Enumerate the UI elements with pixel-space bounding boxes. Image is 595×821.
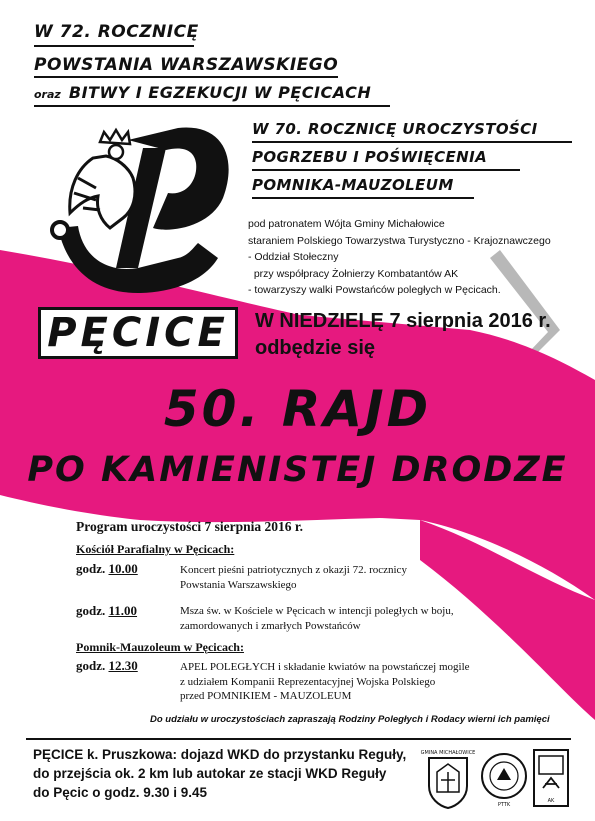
venue-monument: Pomnik-Mauzoleum w Pęcicach:: [76, 640, 244, 654]
footer-divider: [26, 738, 571, 740]
header-line-5: POGRZEBU I POŚWIĘCENIA: [252, 148, 488, 166]
time-value: 10.00: [108, 561, 138, 576]
time-prefix: godz.: [76, 658, 106, 673]
desc-line: Powstania Warszawskiego: [180, 578, 297, 591]
pecice-logo: [38, 307, 238, 359]
header-line-3-prefix: oraz: [34, 88, 61, 101]
time-prefix: godz.: [76, 561, 106, 576]
program-time-2: [76, 603, 137, 619]
program-time-3: [76, 658, 138, 674]
patronage-line: - towarzyszy walki Powstańców poległych w Pęcicach.: [248, 284, 501, 296]
patronage-line: - Oddział Stołeczny: [248, 251, 339, 263]
desc-line: zamordowanych i zmarłych Powstańców: [180, 619, 361, 632]
desc-line: z udziałem Kompanii Reprezentacyjnej Wojska Polskiego: [180, 675, 436, 688]
header-line-1: W 72. ROCZNICĘ: [34, 22, 199, 42]
directions: [33, 745, 406, 802]
header-line-6: POMNIKA-MAUZOLEUM: [252, 176, 454, 194]
program-desc-2: [180, 604, 454, 633]
directions-line: do Pęcic o godz. 9.30 i 9.45: [33, 785, 208, 800]
directions-line: do przejścia ok. 2 km lub autokar ze stacji WKD Reguły: [33, 766, 387, 781]
program-desc-3: [180, 660, 470, 704]
event-title: 50. RAJD: [163, 380, 432, 438]
header-underline-5: [252, 169, 520, 171]
desc-line: Koncert pieśni patriotycznych z okazji 72. rocznicy: [180, 564, 407, 576]
event-subtitle: PO KAMIENISTEJ DRODZE: [27, 450, 568, 490]
invitation-note: Do udziału w uroczystościach zapraszają Rodziny Poległych i Rodacy wierni ich pamięci: [150, 714, 550, 725]
patronage-line: pod patronatem Wójta Gminy Michałowice: [248, 218, 445, 230]
program-time-1: [76, 561, 138, 577]
patronage-line: staraniem Polskiego Towarzystwa Turystyczno - Krajoznawczego: [248, 234, 551, 247]
header-underline-1: [34, 45, 194, 47]
eagle-anchor-emblem-icon: [38, 118, 238, 308]
header-line-3: [34, 83, 371, 102]
header-underline-6: [252, 197, 474, 199]
header-underline-4: [252, 141, 572, 143]
program-desc-1: [180, 563, 407, 592]
pecice-logo-text: PĘCICE: [47, 310, 229, 356]
logo3-caption: AK: [547, 798, 555, 804]
directions-line: PĘCICE k. Pruszkowa: dojazd WKD do przystanku Reguły,: [33, 747, 407, 762]
pttk-badge-icon: [479, 748, 529, 808]
logo2-caption: PTTK: [497, 802, 511, 808]
event-date: W NIEDZIELĘ 7 sierpnia 2016 r.: [255, 310, 551, 332]
patronage-line: przy współpracy Żołnierzy Kombatantów AK: [248, 267, 459, 280]
header-line-2: POWSTANIA WARSZAWSKIEGO: [34, 55, 339, 75]
time-prefix: godz.: [76, 603, 106, 618]
program-heading: Program uroczystości 7 sierpnia 2016 r.: [76, 519, 303, 534]
desc-line: przed POMNIKIEM - MAUZOLEUM: [180, 690, 352, 702]
header-underline-3: [34, 105, 390, 107]
desc-line: Msza św. w Kościele w Pęcicach w intencji poległych w boju,: [180, 605, 454, 617]
header-line-4: W 70. ROCZNICĘ UROCZYSTOŚCI: [252, 120, 538, 138]
logo1-caption: GMINA MICHAŁOWICE: [420, 750, 476, 756]
patronage-text: [248, 216, 551, 299]
header-line-3-text: BITWY I EGZEKUCJI W PĘCICACH: [68, 83, 372, 102]
event-date-subline: odbędzie się: [255, 337, 376, 359]
time-value: 11.00: [108, 603, 138, 618]
header-underline-2: [34, 76, 338, 78]
gmina-crest-icon: [420, 748, 476, 810]
time-value: 12.30: [108, 658, 138, 673]
desc-line: APEL POLEGŁYCH i składanie kwiatów na powstańczej mogile: [180, 661, 470, 673]
venue-church: Kościół Parafialny w Pęcicach:: [76, 542, 235, 556]
ak-veterans-icon: [531, 748, 571, 810]
